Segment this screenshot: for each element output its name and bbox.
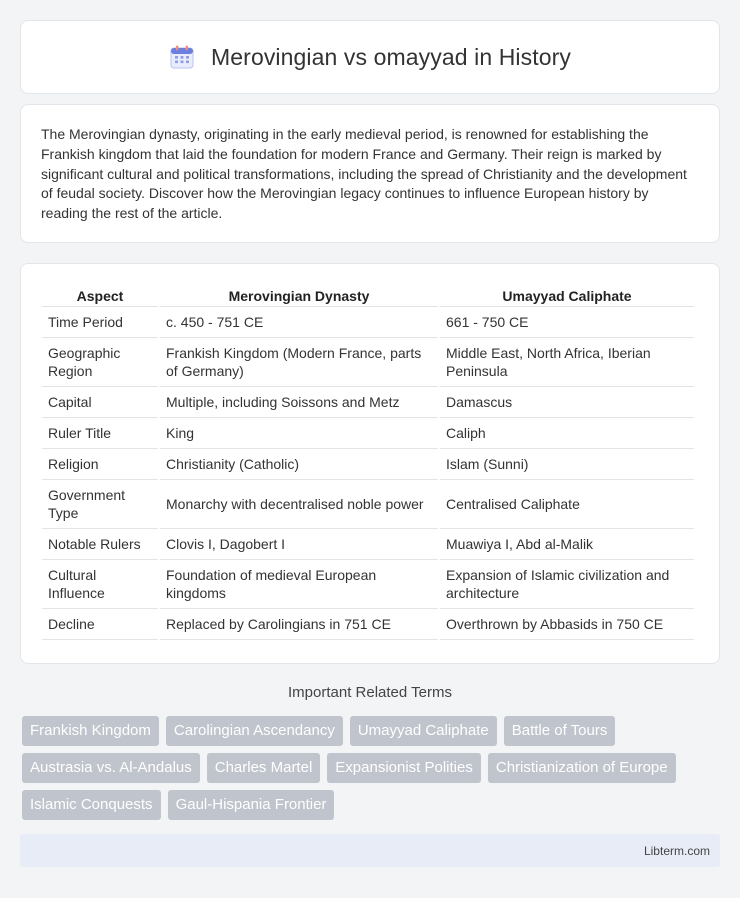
related-term-tag[interactable]: Carolingian Ascendancy: [166, 716, 343, 746]
table-row: [42, 609, 694, 640]
table-row: [42, 449, 694, 480]
comparison-table: [40, 284, 696, 640]
table-row: [42, 480, 694, 529]
header-umayyad: Umayyad Caliphate: [440, 284, 694, 307]
related-term-tag[interactable]: Umayyad Caliphate: [350, 716, 497, 746]
header-merovingian: Merovingian Dynasty: [160, 284, 438, 307]
cell-aspect: Ruler Title: [42, 418, 158, 449]
cell-aspect: Notable Rulers: [42, 529, 158, 560]
related-term-tag[interactable]: Christianization of Europe: [488, 753, 676, 783]
related-term-tag[interactable]: Austrasia vs. Al-Andalus: [22, 753, 200, 783]
comparison-card: [20, 263, 720, 664]
cell-aspect: Geographic Region: [42, 338, 158, 387]
cell-umayyad: Muawiya I, Abd al-Malik: [440, 529, 694, 560]
cell-umayyad: Islam (Sunni): [440, 449, 694, 480]
table-row: [42, 418, 694, 449]
cell-aspect: Capital: [42, 387, 158, 418]
related-term-tag[interactable]: Expansionist Polities: [327, 753, 481, 783]
table-row: [42, 560, 694, 609]
footer: [20, 834, 720, 867]
cell-aspect: Cultural Influence: [42, 560, 158, 609]
related-terms-list: [22, 716, 722, 820]
cell-umayyad: Expansion of Islamic civilization and architecture: [440, 560, 694, 609]
title-wrap: [169, 44, 571, 71]
related-term-tag[interactable]: Charles Martel: [207, 753, 321, 783]
header-aspect: Aspect: [42, 284, 158, 307]
related-term-tag[interactable]: Battle of Tours: [504, 716, 616, 746]
cell-merovingian: Christianity (Catholic): [160, 449, 438, 480]
page-title: Merovingian vs omayyad in History: [211, 43, 571, 70]
cell-umayyad: Caliph: [440, 418, 694, 449]
calendar-icon: [169, 44, 195, 70]
table-row: [42, 529, 694, 560]
table-row: [42, 307, 694, 338]
cell-umayyad: Middle East, North Africa, Iberian Peninsula: [440, 338, 694, 387]
related-term-tag[interactable]: Gaul-Hispania Frontier: [168, 790, 335, 820]
cell-merovingian: King: [160, 418, 438, 449]
cell-merovingian: Replaced by Carolingians in 751 CE: [160, 609, 438, 640]
cell-merovingian: Frankish Kingdom (Modern France, parts of Germany): [160, 338, 438, 387]
related-term-tag[interactable]: Islamic Conquests: [22, 790, 161, 820]
cell-aspect: Religion: [42, 449, 158, 480]
header-card: [20, 20, 720, 94]
table-row: [42, 338, 694, 387]
intro-text: The Merovingian dynasty, originating in the early medieval period, is renowned for establishing the Frankish kingdom that laid the foundation for modern France and Germany. Their reign is marked by significant cultural and political transformations, including the spread of Christianity and the development of feudal society. Discover how the Merovingian legacy continues to influence European history by reading the rest of the article.: [41, 126, 687, 222]
related-term-tag[interactable]: Frankish Kingdom: [22, 716, 159, 746]
cell-merovingian: Multiple, including Soissons and Metz: [160, 387, 438, 418]
cell-umayyad: Overthrown by Abbasids in 750 CE: [440, 609, 694, 640]
cell-umayyad: Damascus: [440, 387, 694, 418]
cell-aspect: Government Type: [42, 480, 158, 529]
cell-merovingian: Clovis I, Dagobert I: [160, 529, 438, 560]
footer-brand-link[interactable]: Libterm.com: [643, 843, 710, 858]
cell-merovingian: Monarchy with decentralised noble power: [160, 480, 438, 529]
table-row: [42, 387, 694, 418]
cell-aspect: Decline: [42, 609, 158, 640]
intro-card: [20, 104, 720, 243]
cell-umayyad: Centralised Caliphate: [440, 480, 694, 529]
cell-umayyad: 661 - 750 CE: [440, 307, 694, 338]
cell-aspect: Time Period: [42, 307, 158, 338]
related-terms-title: Important Related Terms: [288, 684, 452, 701]
cell-merovingian: c. 450 - 751 CE: [160, 307, 438, 338]
cell-merovingian: Foundation of medieval European kingdoms: [160, 560, 438, 609]
table-header-row: [42, 284, 694, 307]
